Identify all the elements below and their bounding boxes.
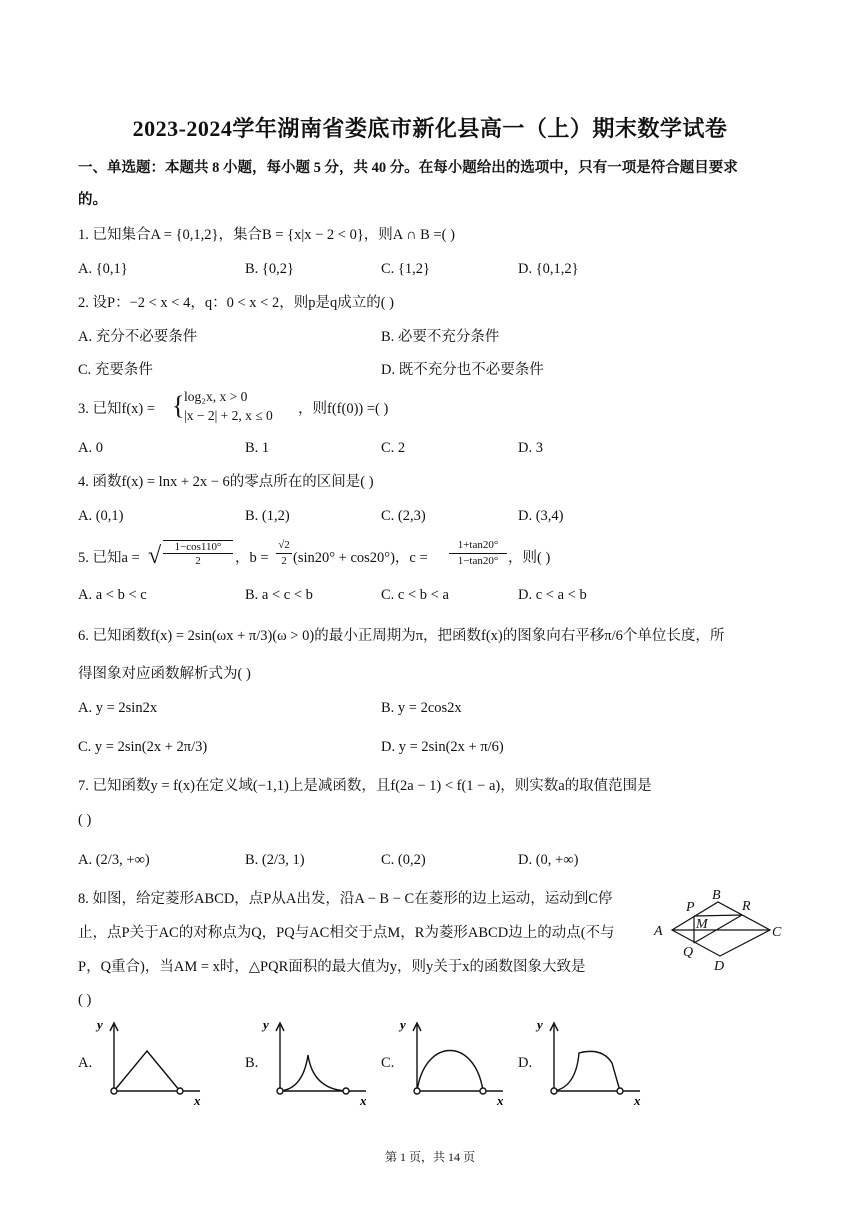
q4-option-a: A. (0,1) (78, 508, 124, 524)
label-b: B (712, 888, 721, 903)
q6-option-d: D. y = 2sin(2x + π/6) (381, 739, 504, 755)
q1-option-d: D. {0,1,2} (518, 261, 579, 277)
q5-frac-b-num: √2 (278, 539, 290, 551)
q1-option-c: C. {1,2} (381, 261, 430, 277)
question-6-stem-1: 6. 已知函数f(x) = 2sin(ωx + π/3)(ω > 0)的最小正周期为π，把函数f(x)的图象向右平移π/6个单位长度，所 (78, 628, 725, 644)
q5-frac-a-den: 2 (195, 555, 201, 567)
q8-option-b: B. (245, 1055, 259, 1071)
graph-a-y-label: y (97, 1017, 103, 1032)
graph-b-y-label: y (263, 1017, 269, 1032)
graph-a-x-label: x (194, 1093, 201, 1107)
q5-frac-a-bar (163, 553, 233, 554)
q7-option-a: A. (2/3, +∞) (78, 852, 150, 868)
q3-option-c: C. 2 (381, 440, 406, 456)
q4-option-c: C. (2,3) (381, 508, 426, 524)
graph-c-y-label: y (400, 1017, 406, 1032)
label-q: Q (683, 945, 694, 960)
graph-a-curve (114, 1051, 180, 1091)
q7-option-c: C. (0,2) (381, 852, 426, 868)
question-8-stem-3: P，Q重合)，当AM = x时，△PQR面积的最大值为y，则y关于x的函数图象大致是 (78, 959, 586, 975)
q5-stem-b: ，b = (235, 550, 269, 566)
q5-option-a: A. a < b < c (78, 587, 147, 603)
q5-option-b: B. a < c < b (245, 587, 313, 603)
q5-stem-a: 5. 已知a = (78, 550, 140, 566)
segment-pr (694, 915, 742, 916)
graph-b (258, 1015, 378, 1107)
label-r: R (742, 899, 751, 914)
graph-b-curve (280, 1055, 346, 1091)
q3-piece-2: |x − 2| + 2, x ≤ 0 (184, 408, 273, 423)
label-a: A (654, 924, 663, 939)
question-7-stem-1: 7. 已知函数y = f(x)在定义域(−1,1)上是减函数，且f(2a − 1) < f(1 − a)，则实数a的取值范围是 (78, 778, 652, 794)
label-d: D (714, 959, 725, 974)
question-2-stem: 2. 设P：−2 < x < 4，q：0 < x < 2，则p是q成立的( ) (78, 295, 394, 311)
q5-stem-tail: ，则( ) (508, 550, 551, 566)
q3-brace: { (172, 391, 185, 420)
question-8-stem-2: 止，点P关于AC的对称点为Q，PQ与AC相交于点M，R为菱形ABCD边上的动点(不与 (78, 925, 615, 941)
rhombus-figure (650, 884, 785, 976)
q3-piece-1: log₂x, x > 0 (184, 389, 248, 404)
question-7-stem-2: ( ) (78, 812, 92, 828)
page-footer: 第 1 页，共 14 页 (384, 1150, 475, 1164)
graph-d-y-label: y (537, 1017, 543, 1032)
q8-option-c: C. (381, 1055, 395, 1071)
q5-option-c: C. c < b < a (381, 587, 449, 603)
q7-option-d: D. (0, +∞) (518, 852, 579, 868)
page-title: 2023-2024学年湖南省娄底市新化县高一（上）期末数学试卷 (132, 116, 728, 141)
question-6-stem-2: 得图象对应函数解析式为( ) (78, 666, 251, 682)
q5-frac-c-num: 1+tan20° (457, 539, 499, 551)
graph-b-x-label: x (360, 1093, 367, 1107)
q4-option-d: D. (3,4) (518, 508, 564, 524)
graph-d-x-label: x (634, 1093, 641, 1107)
q5-frac-b-den: 2 (281, 555, 287, 567)
question-8-stem-1: 8. 如图，给定菱形ABCD，点P从A出发，沿A − B − C在菱形的边上运动，运动到C停 (78, 891, 613, 907)
graph-a (92, 1015, 212, 1107)
q1-option-a: A. {0,1} (78, 261, 128, 277)
section-heading-cont: 的。 (78, 192, 107, 208)
q6-option-c: C. y = 2sin(2x + 2π/3) (78, 739, 208, 755)
q7-option-b: B. (2/3, 1) (245, 852, 305, 868)
question-8-stem-4: ( ) (78, 992, 92, 1008)
q3-option-d: D. 3 (518, 440, 543, 456)
label-c: C (772, 925, 782, 940)
q5-frac-a-num: 1−cos110° (163, 540, 233, 554)
q3-option-b: B. 1 (245, 440, 270, 456)
q4-option-b: B. (1,2) (245, 508, 290, 524)
q8-option-a: A. (78, 1055, 93, 1071)
section-heading: 一、单选题：本题共 8 小题，每小题 5 分，共 40 分。在每小题给出的选项中，只有一项是符合题目要求 (78, 160, 738, 176)
q5-frac-c-bar (449, 553, 507, 554)
q6-option-a: A. y = 2sin2x (78, 700, 158, 716)
q5-frac-c-den: 1−tan20° (457, 555, 499, 567)
q2-option-d: D. 既不充分也不必要条件 (381, 362, 544, 378)
label-p: P (686, 900, 695, 915)
question-3-stem-prefix: 3. 已知f(x) = (78, 401, 156, 417)
question-3-stem-suffix: ，则f(f(0)) =( ) (298, 401, 389, 417)
label-m: M (696, 917, 708, 932)
graph-c-x-label: x (497, 1093, 504, 1107)
q2-option-c: C. 充要条件 (78, 362, 153, 378)
q3-option-a: A. 0 (78, 440, 103, 456)
graph-d-curve (554, 1051, 620, 1091)
graph-c-curve (417, 1051, 483, 1092)
q8-option-d: D. (518, 1055, 533, 1071)
q5-frac-b-bar (276, 553, 292, 554)
q2-option-a: A. 充分不必要条件 (78, 329, 198, 345)
question-1-stem: 1. 已知集合A = {0,1,2}，集合B = {x|x − 2 < 0}，则A ∩ B =( ) (78, 227, 455, 243)
question-4-stem: 4. 函数f(x) = lnx + 2x − 6的零点所在的区间是( ) (78, 474, 374, 490)
q2-option-b: B. 必要不充分条件 (381, 329, 500, 345)
q1-option-b: B. {0,2} (245, 261, 294, 277)
q5-option-d: D. c < a < b (518, 587, 587, 603)
q5-stem-b-tail: (sin20° + cos20°)，c = (293, 550, 428, 566)
q6-option-b: B. y = 2cos2x (381, 700, 462, 716)
q5-sqrt-icon: √ (148, 543, 162, 569)
graph-c (395, 1015, 515, 1107)
graph-d (532, 1015, 652, 1107)
